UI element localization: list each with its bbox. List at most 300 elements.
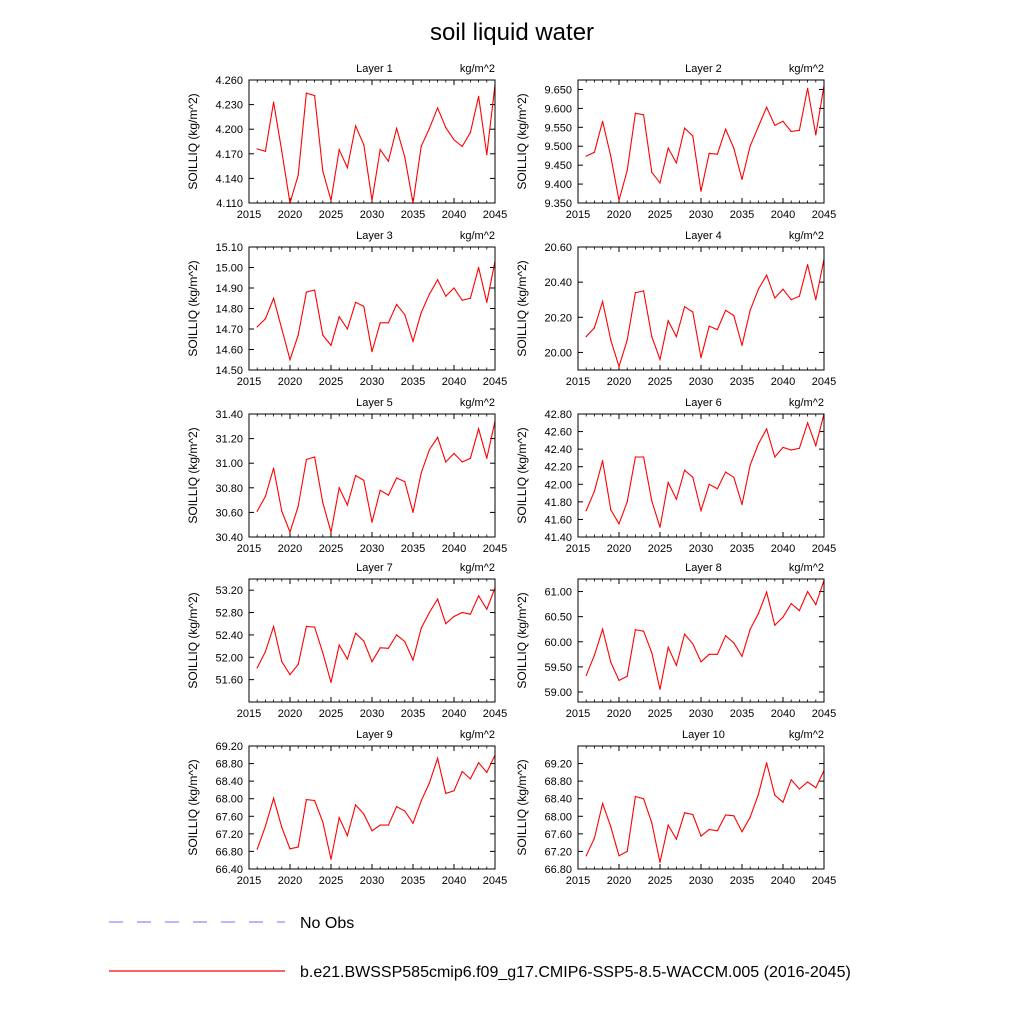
y-tick-label: 66.40 — [215, 864, 243, 876]
x-tick-label: 2025 — [647, 209, 673, 221]
data-point — [421, 800, 422, 801]
data-point — [635, 796, 636, 797]
x-tick-label: 2025 — [318, 875, 344, 887]
y-tick-label: 20.00 — [544, 347, 572, 360]
y-tick-label: 4.170 — [215, 148, 243, 161]
x-tick-label: 2025 — [318, 708, 344, 720]
data-point — [586, 855, 587, 856]
data-point — [586, 156, 587, 157]
plot-frame — [249, 80, 495, 203]
x-tick-label: 2045 — [811, 708, 837, 720]
data-point — [733, 815, 734, 816]
data-point — [651, 822, 652, 823]
data-point — [717, 329, 718, 330]
data-point — [429, 449, 430, 450]
x-tick-label: 2015 — [236, 708, 262, 720]
y-tick-label: 60.00 — [544, 636, 572, 649]
data-point — [700, 191, 701, 192]
y-tick-label: 68.00 — [544, 811, 572, 824]
plot-frame — [578, 579, 824, 702]
data-point — [445, 127, 446, 128]
x-tick-label: 2020 — [277, 543, 303, 555]
series-line — [257, 421, 495, 532]
data-point — [298, 335, 299, 336]
data-point — [618, 366, 619, 367]
y-tick-label: 14.90 — [215, 283, 243, 295]
x-tick-label: 2025 — [318, 209, 344, 221]
data-point — [610, 509, 611, 510]
data-point — [363, 480, 364, 481]
plot-frame — [578, 80, 824, 203]
data-point — [782, 447, 783, 448]
data-point — [453, 616, 454, 617]
data-point — [643, 456, 644, 457]
x-tick-label: 2030 — [359, 708, 385, 720]
data-point — [741, 831, 742, 832]
data-point — [339, 316, 340, 317]
panel-title: Layer 7 — [356, 562, 393, 574]
data-point — [412, 512, 413, 513]
series-line — [257, 261, 495, 359]
data-point — [421, 472, 422, 473]
x-tick-label: 2030 — [359, 543, 385, 555]
x-tick-label: 2015 — [565, 708, 591, 720]
data-point — [273, 298, 274, 299]
data-point — [371, 351, 372, 352]
data-point — [774, 456, 775, 457]
data-point — [380, 825, 381, 826]
data-point — [635, 113, 636, 114]
data-point — [659, 689, 660, 690]
x-tick-label: 2020 — [606, 875, 632, 887]
data-point — [355, 475, 356, 476]
data-point — [791, 131, 792, 132]
panel-4 — [515, 230, 836, 388]
y-tick-label: 4.200 — [215, 124, 243, 137]
x-tick-label: 2025 — [318, 543, 344, 555]
data-point — [741, 656, 742, 657]
data-point — [330, 859, 331, 860]
y-tick-label: 9.450 — [544, 160, 572, 173]
panel-units: kg/m^2 — [788, 729, 824, 741]
x-tick-label: 2015 — [565, 875, 591, 887]
y-tick-label: 42.40 — [544, 444, 572, 457]
data-point — [676, 162, 677, 163]
panel-8 — [515, 562, 836, 720]
plot-frame — [578, 414, 824, 537]
panel-6 — [515, 397, 836, 555]
data-point — [306, 799, 307, 800]
x-tick-label: 2020 — [277, 875, 303, 887]
data-point — [635, 456, 636, 457]
y-axis-label: SOILLIQ (kg/m^2) — [186, 260, 200, 357]
data-point — [651, 652, 652, 653]
data-point — [363, 641, 364, 642]
y-tick-label: 14.80 — [215, 303, 243, 316]
data-point — [404, 810, 405, 811]
y-tick-label: 53.20 — [215, 585, 243, 598]
data-point — [388, 161, 389, 162]
data-point — [281, 151, 282, 152]
y-tick-label: 41.60 — [544, 514, 572, 527]
data-point — [758, 613, 759, 614]
x-tick-label: 2045 — [482, 875, 508, 887]
data-point — [717, 654, 718, 655]
y-tick-label: 4.110 — [216, 198, 243, 210]
x-tick-label: 2015 — [236, 543, 262, 555]
y-tick-label: 68.40 — [544, 793, 572, 806]
data-point — [643, 631, 644, 632]
data-point — [659, 527, 660, 528]
panel-title: Layer 4 — [685, 230, 722, 242]
y-tick-label: 30.80 — [215, 482, 243, 495]
data-point — [635, 629, 636, 630]
y-tick-label: 4.140 — [215, 173, 243, 186]
x-tick-label: 2020 — [606, 543, 632, 555]
y-tick-label: 20.40 — [544, 277, 572, 290]
data-point — [347, 328, 348, 329]
y-tick-label: 15.00 — [215, 262, 243, 275]
x-tick-label: 2020 — [606, 708, 632, 720]
x-tick-label: 2035 — [729, 209, 755, 221]
x-tick-label: 2040 — [441, 376, 467, 388]
data-point — [733, 477, 734, 478]
data-point — [684, 306, 685, 307]
data-point — [486, 154, 487, 155]
data-point — [363, 814, 364, 815]
x-tick-label: 2035 — [729, 376, 755, 388]
data-point — [462, 771, 463, 772]
y-tick-label: 68.40 — [215, 776, 243, 789]
panel-9 — [186, 729, 507, 887]
data-point — [758, 289, 759, 290]
data-point — [668, 647, 669, 648]
data-point — [462, 146, 463, 147]
y-tick-label: 41.80 — [544, 496, 572, 509]
x-tick-label: 2040 — [441, 875, 467, 887]
x-tick-label: 2040 — [770, 376, 796, 388]
x-tick-label: 2045 — [811, 875, 837, 887]
y-tick-label: 61.00 — [544, 586, 572, 599]
x-tick-label: 2020 — [277, 708, 303, 720]
data-point — [330, 682, 331, 683]
data-point — [429, 128, 430, 129]
panel-5 — [186, 397, 507, 555]
y-axis-label: SOILLIQ (kg/m^2) — [515, 592, 529, 689]
x-tick-label: 2040 — [770, 708, 796, 720]
data-point — [257, 326, 258, 327]
y-tick-label: 9.550 — [544, 122, 572, 135]
plot-frame — [578, 746, 824, 869]
data-point — [668, 825, 669, 826]
data-point — [700, 661, 701, 662]
data-point — [815, 299, 816, 300]
data-point — [314, 95, 315, 96]
y-tick-label: 4.230 — [215, 99, 243, 112]
data-point — [388, 648, 389, 649]
data-point — [306, 626, 307, 627]
data-point — [314, 627, 315, 628]
y-axis-label: SOILLIQ (kg/m^2) — [186, 93, 200, 190]
data-point — [692, 814, 693, 815]
data-point — [741, 504, 742, 505]
x-tick-label: 2040 — [441, 708, 467, 720]
x-tick-label: 2030 — [359, 209, 385, 221]
data-point — [289, 848, 290, 849]
data-point — [306, 292, 307, 293]
data-point — [799, 296, 800, 297]
data-point — [265, 151, 266, 152]
x-tick-label: 2030 — [688, 708, 714, 720]
data-point — [273, 798, 274, 799]
y-tick-label: 9.400 — [544, 179, 572, 192]
data-point — [437, 599, 438, 600]
data-point — [799, 130, 800, 131]
data-point — [265, 651, 266, 652]
y-tick-label: 51.60 — [215, 674, 243, 687]
data-point — [289, 674, 290, 675]
data-point — [371, 830, 372, 831]
panel-title: Layer 6 — [685, 397, 722, 409]
data-point — [281, 328, 282, 329]
data-point — [257, 511, 258, 512]
data-point — [717, 830, 718, 831]
x-tick-label: 2045 — [811, 209, 837, 221]
data-point — [298, 506, 299, 507]
y-tick-label: 42.60 — [544, 426, 572, 439]
data-point — [437, 437, 438, 438]
panel-units: kg/m^2 — [788, 397, 824, 409]
data-point — [807, 591, 808, 592]
data-point — [322, 502, 323, 503]
data-point — [421, 146, 422, 147]
data-point — [676, 839, 677, 840]
data-point — [610, 340, 611, 341]
data-point — [478, 96, 479, 97]
y-tick-label: 41.40 — [544, 532, 572, 544]
y-tick-label: 68.80 — [215, 758, 243, 771]
y-tick-label: 31.00 — [215, 458, 243, 471]
data-point — [692, 311, 693, 312]
data-point — [741, 179, 742, 180]
data-point — [404, 157, 405, 158]
data-point — [700, 836, 701, 837]
legend-obs-label: No Obs — [300, 915, 355, 932]
data-point — [445, 623, 446, 624]
data-point — [668, 320, 669, 321]
y-tick-label: 59.00 — [544, 686, 572, 699]
x-tick-label: 2025 — [318, 376, 344, 388]
data-point — [437, 107, 438, 108]
y-axis-label: SOILLIQ (kg/m^2) — [515, 759, 529, 856]
data-point — [709, 484, 710, 485]
y-tick-label: 66.80 — [215, 846, 243, 859]
data-point — [766, 428, 767, 429]
panel-title: Layer 8 — [685, 562, 722, 574]
panel-10 — [515, 729, 836, 887]
data-point — [380, 322, 381, 323]
data-point — [486, 458, 487, 459]
series-line — [257, 755, 495, 859]
data-point — [273, 468, 274, 469]
data-point — [339, 487, 340, 488]
y-tick-label: 52.80 — [215, 607, 243, 620]
data-point — [298, 664, 299, 665]
y-tick-label: 14.50 — [215, 365, 243, 377]
data-point — [750, 817, 751, 818]
data-point — [396, 806, 397, 807]
y-tick-label: 20.20 — [544, 312, 572, 325]
data-point — [289, 359, 290, 360]
y-tick-label: 9.350 — [544, 198, 572, 210]
data-point — [347, 835, 348, 836]
data-point — [627, 501, 628, 502]
panel-units: kg/m^2 — [459, 397, 495, 409]
panel-units: kg/m^2 — [459, 63, 495, 75]
data-point — [750, 629, 751, 630]
y-tick-label: 68.80 — [544, 776, 572, 789]
data-point — [347, 658, 348, 659]
y-axis-label: SOILLIQ (kg/m^2) — [515, 427, 529, 524]
data-point — [766, 592, 767, 593]
data-point — [791, 449, 792, 450]
data-point — [404, 481, 405, 482]
y-tick-label: 15.10 — [215, 242, 243, 254]
data-point — [733, 315, 734, 316]
data-point — [709, 326, 710, 327]
data-point — [281, 827, 282, 828]
data-point — [429, 294, 430, 295]
data-point — [355, 804, 356, 805]
data-point — [766, 762, 767, 763]
x-tick-label: 2040 — [441, 209, 467, 221]
series-line — [586, 763, 824, 863]
data-point — [453, 453, 454, 454]
data-point — [791, 603, 792, 604]
data-point — [586, 675, 587, 676]
x-tick-label: 2040 — [770, 875, 796, 887]
data-point — [618, 855, 619, 856]
figure-title: soil liquid water — [429, 19, 595, 46]
data-point — [750, 145, 751, 146]
x-tick-label: 2045 — [482, 376, 508, 388]
data-point — [643, 798, 644, 799]
data-point — [594, 327, 595, 328]
x-tick-label: 2045 — [482, 543, 508, 555]
data-point — [627, 340, 628, 341]
data-point — [339, 817, 340, 818]
data-point — [486, 302, 487, 303]
x-tick-label: 2015 — [236, 209, 262, 221]
data-point — [462, 461, 463, 462]
data-point — [791, 299, 792, 300]
data-point — [355, 302, 356, 303]
y-tick-label: 69.20 — [544, 758, 572, 771]
y-tick-label: 31.20 — [215, 433, 243, 446]
data-point — [429, 612, 430, 613]
data-point — [445, 793, 446, 794]
data-point — [396, 304, 397, 305]
data-point — [322, 652, 323, 653]
data-point — [273, 626, 274, 627]
data-point — [470, 778, 471, 779]
data-point — [462, 300, 463, 301]
data-point — [676, 665, 677, 666]
data-point — [404, 314, 405, 315]
data-point — [725, 814, 726, 815]
data-point — [437, 758, 438, 759]
y-axis-label: SOILLIQ (kg/m^2) — [515, 260, 529, 357]
panel-title: Layer 3 — [356, 230, 393, 242]
data-point — [709, 829, 710, 830]
y-tick-label: 67.60 — [215, 811, 243, 824]
data-point — [700, 357, 701, 358]
x-tick-label: 2035 — [729, 875, 755, 887]
data-point — [257, 849, 258, 850]
data-point — [692, 477, 693, 478]
data-point — [396, 634, 397, 635]
series-line — [586, 414, 824, 527]
y-tick-label: 14.70 — [215, 324, 243, 336]
data-point — [627, 851, 628, 852]
data-point — [478, 267, 479, 268]
x-tick-label: 2035 — [400, 209, 426, 221]
data-point — [758, 126, 759, 127]
data-point — [380, 647, 381, 648]
data-point — [684, 128, 685, 129]
y-tick-label: 31.40 — [215, 409, 243, 421]
data-point — [371, 200, 372, 201]
data-point — [462, 612, 463, 613]
data-point — [470, 298, 471, 299]
x-tick-label: 2030 — [359, 376, 385, 388]
data-point — [396, 477, 397, 478]
data-point — [758, 443, 759, 444]
x-tick-label: 2015 — [236, 376, 262, 388]
data-point — [799, 448, 800, 449]
data-point — [478, 595, 479, 596]
data-point — [676, 336, 677, 337]
panel-title: Layer 1 — [356, 63, 393, 75]
panel-3 — [186, 230, 507, 388]
data-point — [437, 279, 438, 280]
series-line — [257, 588, 495, 683]
data-point — [388, 825, 389, 826]
data-point — [684, 812, 685, 813]
data-point — [421, 628, 422, 629]
x-tick-label: 2020 — [606, 376, 632, 388]
x-tick-label: 2020 — [277, 209, 303, 221]
y-tick-label: 67.60 — [544, 828, 572, 841]
data-point — [388, 322, 389, 323]
x-tick-label: 2015 — [565, 209, 591, 221]
data-point — [355, 633, 356, 634]
y-tick-label: 30.60 — [215, 507, 243, 520]
series-line — [586, 259, 824, 366]
data-point — [322, 170, 323, 171]
data-point — [668, 482, 669, 483]
panel-units: kg/m^2 — [459, 230, 495, 242]
x-tick-label: 2040 — [770, 543, 796, 555]
panel-title: Layer 10 — [682, 729, 725, 741]
x-tick-label: 2035 — [400, 708, 426, 720]
data-point — [807, 781, 808, 782]
data-point — [602, 629, 603, 630]
data-point — [453, 790, 454, 791]
data-point — [594, 838, 595, 839]
data-point — [627, 170, 628, 171]
panel-grid — [186, 63, 836, 887]
